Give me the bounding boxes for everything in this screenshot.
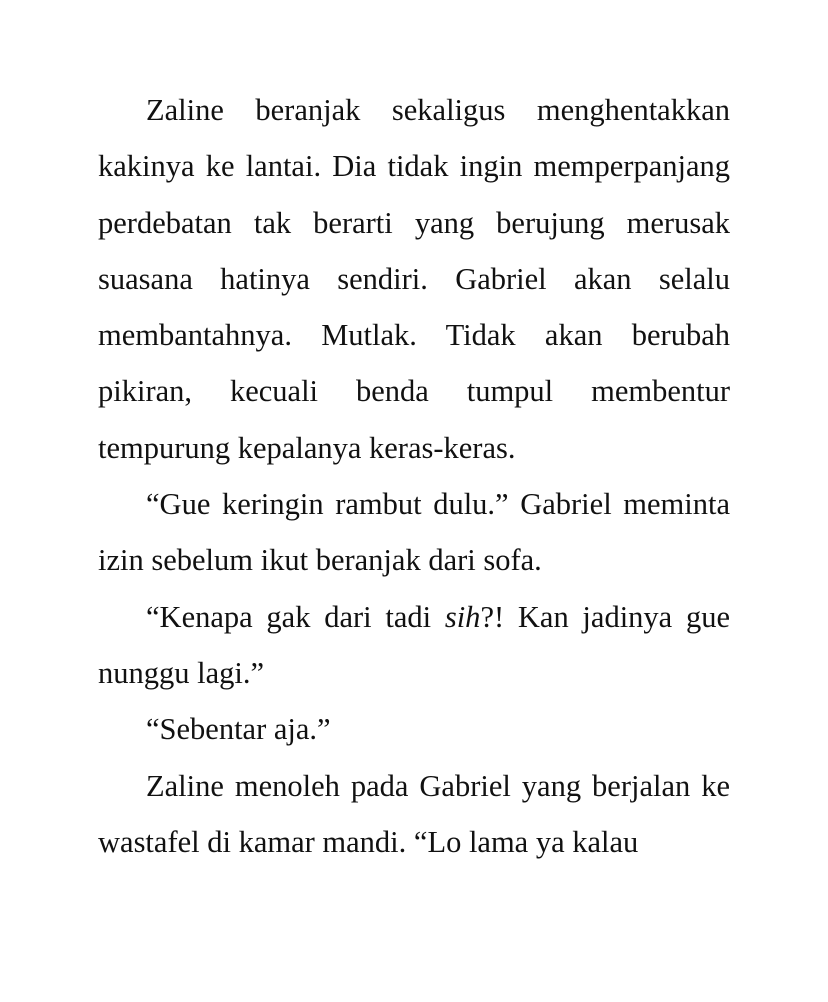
dialogue-text-start: “Kenapa gak dari tadi [146,599,445,634]
dialogue-text-end: ?! Kan jadinya gue nunggu lagi.” [98,599,730,690]
italic-word: sih [444,599,481,634]
book-page [98,82,730,870]
paragraph-zaline-turns: Zaline menoleh pada Gabriel yang berjalan ke wastafel di kamar mandi. “Lo lama ya kalau [98,768,730,859]
paragraph-short-reply: “Sebentar aja.” [146,712,331,747]
paragraph-zaline-complains [98,589,730,702]
paragraph-zaline-leaves: Zaline beranjak sekaligus menghentakkan kakinya ke lantai. Dia tidak ingin memperpanjang perdebatan tak berarti yang berujung merusak suasana hatinya sendiri. Gabriel akan selalu membantahnya. Mutlak. Tidak akan berubah pikiran, kecuali benda tumpul membentur tempurung kepalanya keras-keras. [98,93,730,465]
paragraph-gabriel-asks: “Gue keringin rambut dulu.” Gabriel meminta izin sebelum ikut beranjak dari sofa. [98,487,730,578]
